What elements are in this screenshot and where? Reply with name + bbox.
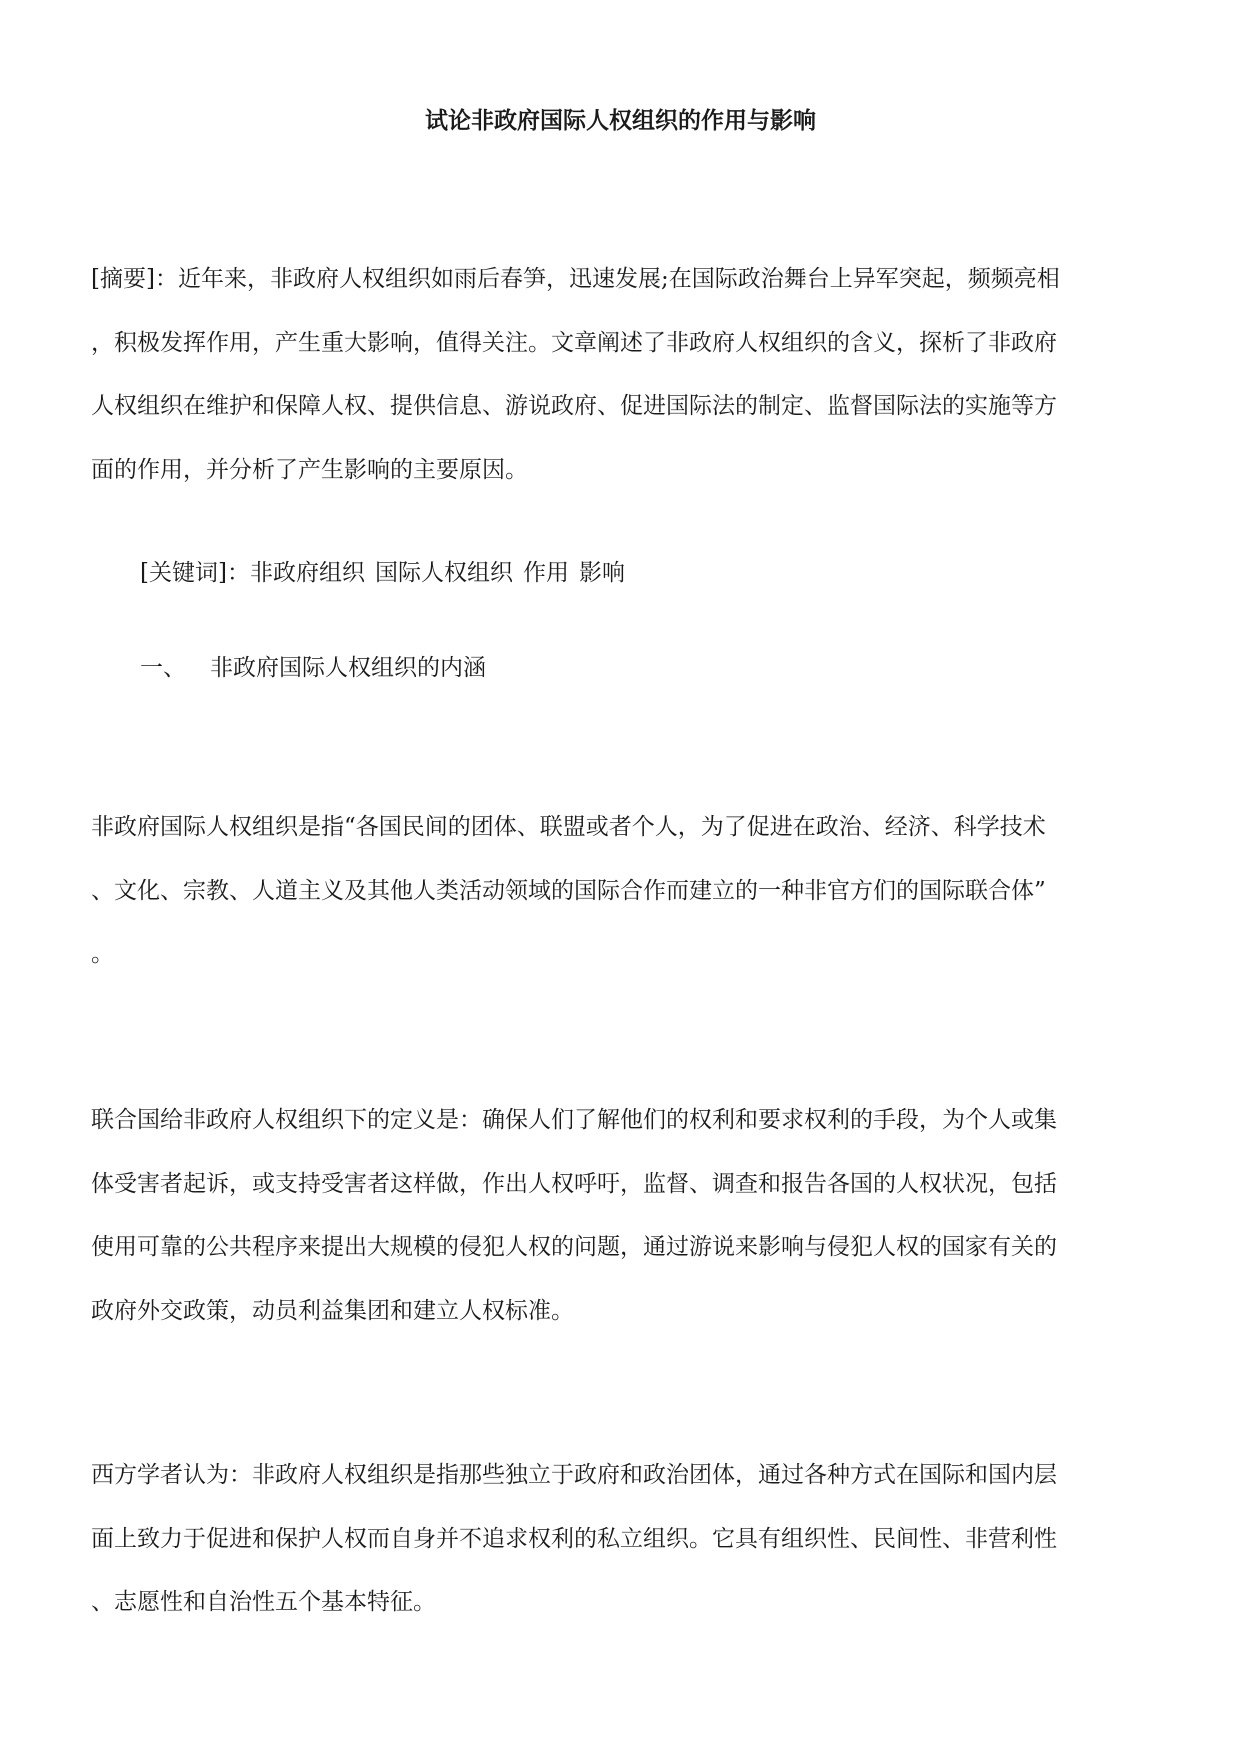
keywords-label: [关键词]： <box>140 560 250 586</box>
document-title: 试论非政府国际人权组织的作用与影响 <box>425 108 816 134</box>
paragraph-line: 面上致力于促进和保护人权而自身并不追求权利的私立组织。它具有组织性、民间性、非营利性 <box>91 1525 1057 1552</box>
keyword: 非政府组织 <box>249 560 365 586</box>
paragraph-line: 、文化、宗教、人道主义及其他人类活动领域的国际合作而建立的一种非官方们的国际联合体” <box>91 877 1046 904</box>
keyword: 国际人权组织 <box>374 560 513 586</box>
section-number: 一、 <box>140 655 186 681</box>
keyword: 作用 <box>522 560 569 586</box>
abstract <box>91 248 1151 502</box>
paragraph-line: 政府外交政策，动员利益集团和建立人权标准。 <box>91 1297 574 1324</box>
keyword: 影响 <box>578 560 625 586</box>
paragraph-line: 使用可靠的公共程序来提出大规模的侵犯人权的问题，通过游说来影响与侵犯人权的国家有关的 <box>91 1234 1057 1260</box>
paragraph-line: 联合国给非政府人权组织下的定义是：确保人们了解他们的权利和要求权利的手段，为个人或集 <box>91 1107 1057 1133</box>
paragraph-definition <box>91 796 1151 987</box>
paragraph-line: 。 <box>91 941 114 967</box>
section-heading-text: 非政府国际人权组织的内涵 <box>210 655 486 681</box>
paragraph-line: 西方学者认为：非政府人权组织是指那些独立于政府和政治团体，通过各种方式在国际和国内层 <box>91 1462 1057 1488</box>
section-heading <box>140 637 1200 701</box>
abstract-line: ，积极发挥作用，产生重大影响，值得关注。文章阐述了非政府人权组织的含义，探析了非政府 <box>91 329 1057 356</box>
abstract-line: 人权组织在维护和保障人权、提供信息、游说政府、促进国际法的制定、监督国际法的实施等方 <box>91 393 1057 419</box>
paragraph-line: 非政府国际人权组织是指“各国民间的团体、联盟或者个人，为了促进在政治、经济、科学技术 <box>91 814 1046 840</box>
paragraph-line: 、志愿性和自治性五个基本特征。 <box>91 1589 436 1615</box>
abstract-line: [摘要]：近年来，非政府人权组织如雨后春笋，迅速发展;在国际政治舞台上异军突起，频频亮相 <box>91 266 1060 292</box>
paragraph-western-scholars <box>91 1444 1151 1635</box>
paragraph-line: 体受害者起诉，或支持受害者这样做，作出人权呼吁，监督、调查和报告各国的人权状况，包括 <box>91 1170 1057 1197</box>
keywords-line <box>140 542 1200 606</box>
keywords <box>140 542 1200 606</box>
paragraph-un-definition <box>91 1089 1151 1343</box>
abstract-line: 面的作用，并分析了产生影响的主要原因。 <box>91 456 528 483</box>
